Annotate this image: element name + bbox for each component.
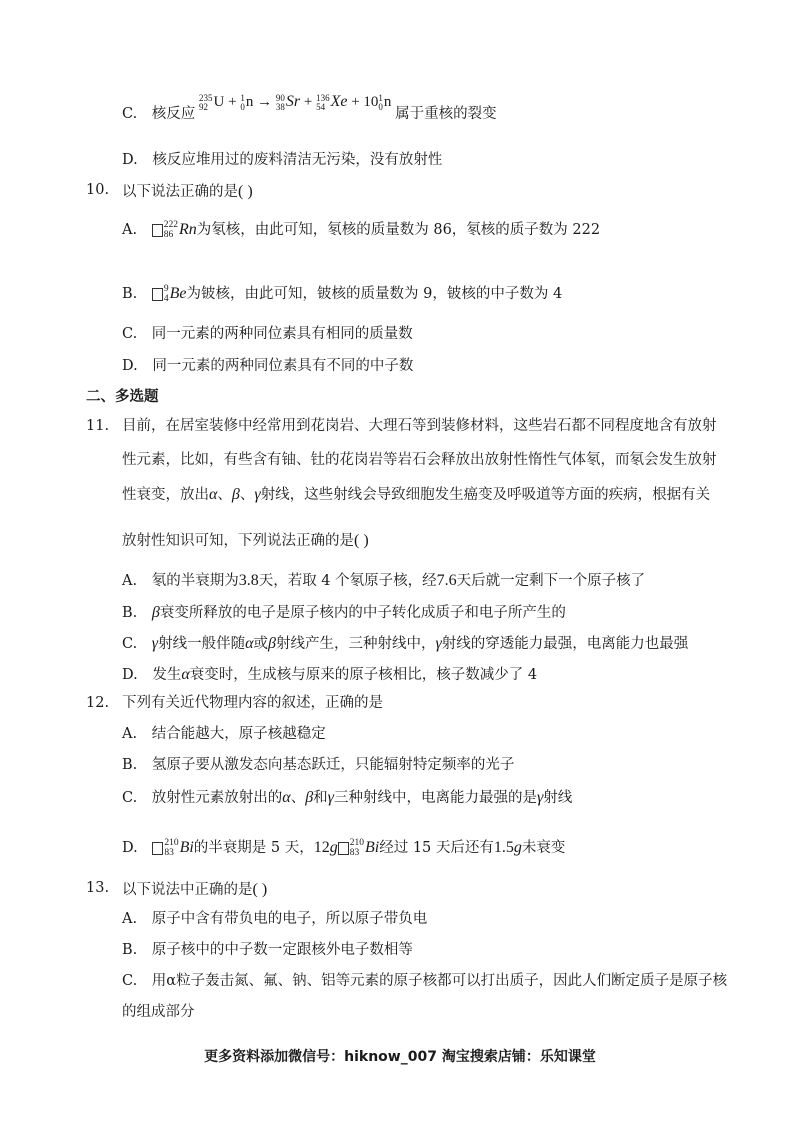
option-label: C. [122,973,138,989]
nuclide-symbol: 222 86 Rn [152,220,197,240]
option-text: 同一元素的两种同位素具有相同的质量数 [151,326,413,342]
option-label: C. [122,326,138,342]
q13-number: 13. [86,880,110,896]
q9-option-d [122,152,442,169]
q10-number: 10. [86,182,110,198]
option-label: D. [122,358,138,374]
option-text: 核反应堆用过的废料清洁无污染，没有放射性 [152,152,443,168]
q10-option-d [122,358,413,375]
option-label: D. [122,152,138,168]
option-text: 核反应 [151,106,196,122]
option-text: 用α粒子轰击氮、氟、钠、铝等元素的原子核都可以打出质子，因此人们断定质子是原子核 [151,973,728,989]
q12-option-b [122,757,514,774]
option-text: 结合能越大，原子核越稳定 [151,726,326,742]
page-footer: 更多资料添加微信号：hiknow_007 淘宝搜索店铺：乐知课堂 [204,1049,596,1065]
option-text-suffix: 属于重核的裂变 [395,106,497,122]
option-text: 为铍核，由此可知，铍核的质量数为 9，铍核的中子数为 4 [186,286,563,302]
option-label: B. [122,286,138,302]
option-label: A. [122,911,138,927]
q11-stem-line-2: 性元素，比如，有些含有铀、钍的花岗岩等岩石会释放出放射性惰性气体氡，而氡会发生放射 [122,452,717,468]
option-label: A. [122,573,138,589]
placeholder-box-icon [152,224,163,237]
option-text: 为氡核，由此可知，氡核的质量数为 86，氡核的质子数为 222 [196,222,601,238]
option-label: D. [122,667,138,683]
placeholder-box-icon [152,842,163,855]
q11-number: 11. [86,418,110,434]
fission-equation: 235 92 U + 1 0 n → 90 38 Sr + 136 54 Xe + 10 1 0 n [199,92,392,112]
q11-option-a: A. 氡的半衰期为3.8天，若取 4 个氡原子核，经7.6天后就一定剩下一个原子核了 [122,572,646,589]
option-label: C. [122,790,138,806]
option-label: A. [122,726,138,742]
option-text: 同一元素的两种同位素具有不同的中子数 [152,358,414,374]
q13-option-c-line-1 [122,973,727,990]
q10-stem: 以下说法正确的是( ) [122,183,253,200]
nuclide-symbol: 210 83 Bi [338,838,379,858]
q11-stem-line-1: 目前，在居室装修中经常用到花岗岩、大理石等到装修材料，这些岩石都不同程度地含有放射 [122,418,717,434]
q12-option-d: D. 210 83 Bi的半衰期是 5 天，12g 210 83 Bi经过 15 天后还有1.5g未衰变 [122,838,566,858]
option-label: C. [122,636,138,652]
q13-stem: 以下说法中正确的是( ) [122,881,268,898]
q11-option-b: B. β衰变所释放的电子是原子核内的中子转化成质子和电子所产生的 [122,604,566,621]
q10-option-a [122,220,600,240]
option-label: C. [122,106,138,122]
option-label: D. [122,840,138,856]
q12-option-a [122,726,326,743]
q11-option-c: C. γ射线一般伴随α或β射线产生，三种射线中，γ射线的穿透能力最强，电离能力也最强 [122,635,689,652]
q11-option-d: D. 发生α衰变时，生成核与原来的原子核相比，核子数减少了 4 [122,666,538,683]
q12-number: 12. [86,695,110,711]
placeholder-box-icon [152,288,163,301]
q13-option-c-line-2: 的组成部分 [122,1004,195,1020]
q12-option-c: C. 放射性元素放射出的α、β和γ三种射线中，电离能力最强的是γ射线 [122,789,573,806]
q13-option-b [122,942,413,959]
q11-stem-line-3: 性衰变，放出α、β、γ射线，这些射线会导致细胞发生癌变及呼吸道等方面的疾病，根据有关 [122,486,711,503]
option-text: 原子核中的中子数一定跟核外电子数相等 [151,942,413,958]
section-heading: 二、多选题 [86,388,159,405]
option-label: B. [122,942,138,958]
option-label: A. [122,222,138,238]
option-label: B. [122,757,138,773]
q12-stem: 下列有关近代物理内容的叙述，正确的是 [122,695,383,711]
option-label: B. [122,605,138,621]
option-text: 氢原子要从激发态向基态跃迁，只能辐射特定频率的光子 [151,757,515,773]
nuclide-symbol: 9 4 Be [152,284,187,304]
q13-option-a [122,911,427,928]
q9-option-c [122,92,497,124]
q10-option-b [122,284,562,304]
nuclide-symbol: 210 83 Bi [152,838,193,858]
q11-stem-line-4: 放射性知识可知，下列说法正确的是( ) [122,532,369,549]
option-text: 原子中含有带负电的电子，所以原子带负电 [151,911,428,927]
q10-option-c [122,326,413,343]
placeholder-box-icon [338,842,349,855]
